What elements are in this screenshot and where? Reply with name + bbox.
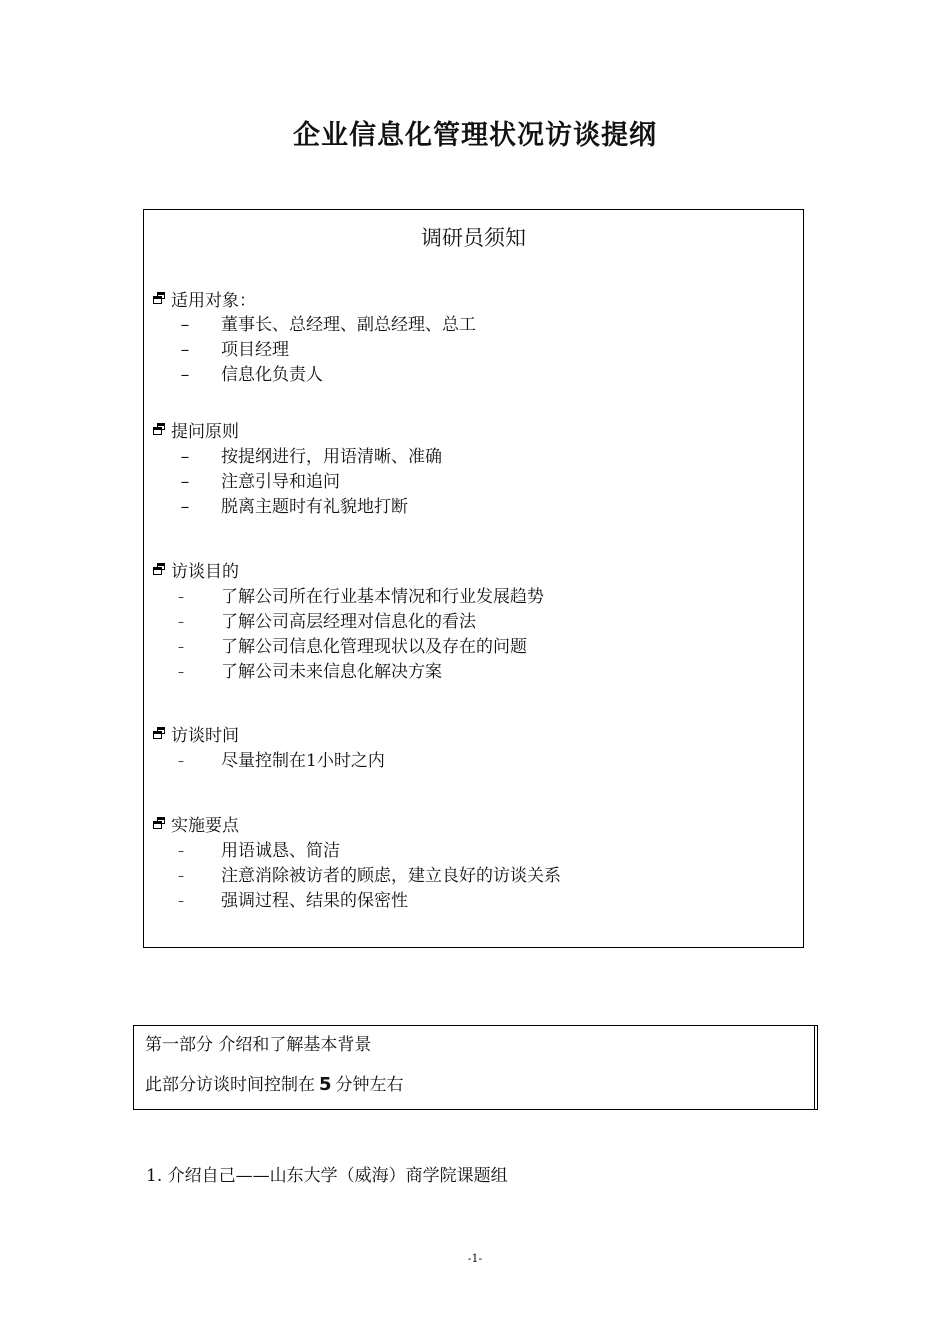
window-restore-icon: [153, 727, 166, 739]
dash-bullet: –: [178, 590, 184, 604]
section-heading-label: 实施要点: [171, 816, 239, 836]
window-restore-icon: [153, 817, 166, 829]
part-one-title: 第一部分 介绍和了解基本背景: [145, 1035, 372, 1055]
page-number: -1-: [467, 1252, 483, 1265]
dash-bullet: –: [178, 615, 184, 629]
notice-title: 调研员须知: [421, 226, 526, 250]
time-note-prefix: 此部分访谈时间控制在: [145, 1075, 315, 1095]
numbered-item-1: 1. 介绍自己——山东大学（威海）商学院课题组: [146, 1166, 508, 1186]
part-one-box: [133, 1025, 818, 1110]
document-title: 企业信息化管理状况访谈提纲: [293, 120, 657, 151]
section-heading-key-points: [153, 811, 239, 836]
dash-bullet: –: [180, 497, 190, 517]
dash-bullet: –: [180, 340, 190, 360]
section-heading-targets: [153, 286, 256, 311]
dash-bullet: –: [178, 894, 184, 908]
dash-bullet: –: [178, 640, 184, 654]
window-restore-icon: [153, 292, 166, 304]
section-heading-duration: [153, 721, 239, 746]
dash-bullet: –: [178, 754, 184, 768]
section-heading-label: 提问原则: [171, 422, 239, 442]
section-heading-label: 适用对象：: [171, 291, 256, 311]
dash-bullet: –: [178, 844, 184, 858]
section-heading-purpose: [153, 557, 239, 582]
window-restore-icon: [153, 563, 166, 575]
dash-bullet: –: [180, 447, 190, 467]
dash-bullet: –: [180, 472, 190, 492]
notice-box: 调研员须知 适用对象： – 董事长、总经理、副总经理、总工 – 项目经理 – 信息化负责人 提问原则 – 按提纲进行，用语清晰、准确 – 注意引导和追问 – 脱离主题时有礼貌地打断 访谈目的 – 了解公司所在行业基本情况和行业发展趋势 – 了解公司高层经理对信息化的看法 – 了解公司信息化管理现状以及存在的问题 – 了解公司未来信息化解决方案 访谈时间 – 尽量控制在1小时之内 实施要点 – 用语诚恳、简洁 – 注意消除被访者的顾虑，建立良好的访谈关系 – 强调过程、结果的保密性: [143, 209, 804, 948]
part-one-time-note: [145, 1070, 404, 1095]
section-heading-label: 访谈目的: [171, 562, 239, 582]
section-heading-label: 访谈时间: [171, 726, 239, 746]
time-note-suffix: 分钟左右: [335, 1075, 404, 1095]
dash-bullet: –: [180, 365, 190, 385]
dash-bullet: –: [180, 315, 190, 335]
time-note-value: 5: [319, 1074, 332, 1095]
window-restore-icon: [153, 423, 166, 435]
dash-bullet: –: [178, 665, 184, 679]
section-heading-principles: [153, 417, 239, 442]
dash-bullet: –: [178, 869, 184, 883]
